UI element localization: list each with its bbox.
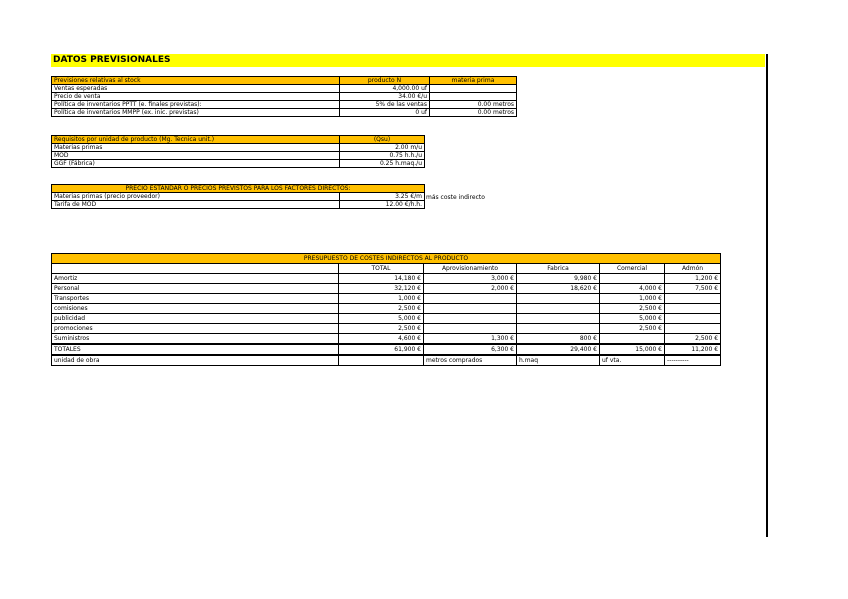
cell-value: 4,600 € bbox=[339, 334, 424, 345]
cell-value: 9,980 € bbox=[517, 274, 600, 284]
cell-value bbox=[517, 324, 600, 334]
cell-value: metros comprados bbox=[424, 355, 517, 366]
cell-value bbox=[424, 304, 517, 314]
cell-value: 3,000 € bbox=[424, 274, 517, 284]
cell-value: 12.00 €/h.h. bbox=[340, 201, 425, 209]
cell-value: 2.00 m/u bbox=[340, 144, 425, 152]
cell-value: 0.00 metros bbox=[430, 101, 517, 109]
precios-note: más coste indirecto bbox=[426, 194, 485, 201]
table-row bbox=[52, 93, 517, 101]
cell-value: 2,500 € bbox=[600, 304, 665, 314]
cell-value bbox=[424, 314, 517, 324]
cell-value bbox=[517, 294, 600, 304]
cell-value bbox=[665, 324, 721, 334]
precios-table bbox=[51, 184, 425, 209]
requisitos-header-row bbox=[52, 136, 425, 144]
cell-value: 14,180 € bbox=[339, 274, 424, 284]
cell-value: 18,620 € bbox=[517, 284, 600, 294]
cell-value: 4,000 € bbox=[600, 284, 665, 294]
table-row bbox=[52, 304, 721, 314]
cell-value: 34.00 €/u bbox=[340, 93, 430, 101]
table-row bbox=[52, 109, 517, 117]
row-label: Política de inventarios PPTT (e. finales previstas): bbox=[52, 101, 340, 109]
cell-value: 32,120 € bbox=[339, 284, 424, 294]
presupuesto-columns-row bbox=[52, 264, 721, 274]
row-label: Amortiz bbox=[52, 274, 339, 284]
row-label: Transportes bbox=[52, 294, 339, 304]
table-row bbox=[52, 334, 721, 345]
row-label: Suministros bbox=[52, 334, 339, 345]
row-label: unidad de obra bbox=[52, 355, 339, 366]
cell-value bbox=[665, 294, 721, 304]
stock-header-row bbox=[52, 77, 517, 85]
cell-value bbox=[517, 304, 600, 314]
table-row bbox=[52, 160, 425, 168]
cell-value bbox=[665, 304, 721, 314]
cell-value bbox=[517, 314, 600, 324]
cell-value: 2,500 € bbox=[665, 334, 721, 345]
totals-row bbox=[52, 344, 721, 355]
column-header: TOTAL bbox=[339, 264, 424, 274]
precios-header: PRECIO ESTÁNDAR O PRECIOS PREVISTOS PARA LOS FACTORES DIRECTOS: bbox=[52, 185, 425, 193]
cell-value: ---------- bbox=[665, 355, 721, 366]
stock-header-producto: producto N bbox=[340, 77, 430, 85]
cell-value: 11,200 € bbox=[665, 344, 721, 355]
table-row bbox=[52, 274, 721, 284]
requisitos-header-label: Requisitos por unidad de producto (Mg. Tecnica unit.) bbox=[52, 136, 340, 144]
presupuesto-header: PRESUPUESTO DE COSTES INDIRECTOS AL PRODUCTO bbox=[52, 254, 721, 264]
row-label: Personal bbox=[52, 284, 339, 294]
row-label: TOTALES bbox=[52, 344, 339, 355]
cell-value: 2,000 € bbox=[424, 284, 517, 294]
presupuesto-header-row bbox=[52, 254, 721, 264]
cell-value: 1,000 € bbox=[339, 294, 424, 304]
presupuesto-table bbox=[51, 253, 721, 366]
cell-value: 7,500 € bbox=[665, 284, 721, 294]
cell-value: 5% de las ventas bbox=[340, 101, 430, 109]
precios-header-row bbox=[52, 185, 425, 193]
cell-value bbox=[600, 274, 665, 284]
table-row bbox=[52, 294, 721, 304]
cell-value: 800 € bbox=[517, 334, 600, 345]
cell-value: h.maq bbox=[517, 355, 600, 366]
row-label: Materias primas bbox=[52, 144, 340, 152]
cell-value: 0.25 h.maq./u bbox=[340, 160, 425, 168]
cell-value: 1,000 € bbox=[600, 294, 665, 304]
cell-value: 0 uf bbox=[340, 109, 430, 117]
table-row bbox=[52, 85, 517, 93]
cell-value: 0.00 metros bbox=[430, 109, 517, 117]
row-label: publicidad bbox=[52, 314, 339, 324]
row-label: Tarifa de MOD bbox=[52, 201, 340, 209]
cell-value: 4,000.00 uf bbox=[340, 85, 430, 93]
row-label: Ventas esperadas bbox=[52, 85, 340, 93]
column-header: Admón bbox=[665, 264, 721, 274]
unidad-row bbox=[52, 355, 721, 366]
cell-value bbox=[600, 334, 665, 345]
cell-value bbox=[665, 314, 721, 324]
table-row bbox=[52, 284, 721, 294]
row-label: comisiones bbox=[52, 304, 339, 314]
cell-value bbox=[339, 355, 424, 366]
cell-value: 1,300 € bbox=[424, 334, 517, 345]
table-row bbox=[52, 314, 721, 324]
cell-value bbox=[430, 85, 517, 93]
row-label: Materias primas (precio proveedor) bbox=[52, 193, 340, 201]
stock-table bbox=[51, 76, 517, 117]
cell-value: 3.25 €/m bbox=[340, 193, 425, 201]
requisitos-header-qsu: (Qsu) bbox=[340, 136, 425, 144]
cell-value: uf vta. bbox=[600, 355, 665, 366]
cell-value bbox=[430, 93, 517, 101]
cell-value bbox=[424, 324, 517, 334]
page-title: DATOS PREVISIONALES bbox=[51, 54, 765, 67]
table-row bbox=[52, 101, 517, 109]
table-row bbox=[52, 324, 721, 334]
table-row bbox=[52, 144, 425, 152]
column-header: Comercial bbox=[600, 264, 665, 274]
table-row bbox=[52, 201, 425, 209]
cell-value bbox=[424, 294, 517, 304]
row-label: promociones bbox=[52, 324, 339, 334]
requisitos-table bbox=[51, 135, 425, 168]
cell-value: 5,000 € bbox=[600, 314, 665, 324]
table-row bbox=[52, 152, 425, 160]
page-right-border bbox=[766, 54, 768, 537]
table-row bbox=[52, 193, 425, 201]
cell-value: 15,000 € bbox=[600, 344, 665, 355]
cell-value: 6,300 € bbox=[424, 344, 517, 355]
cell-value: 29,400 € bbox=[517, 344, 600, 355]
cell-value: 2,500 € bbox=[339, 304, 424, 314]
cell-value: 1,200 € bbox=[665, 274, 721, 284]
cell-value: 5,000 € bbox=[339, 314, 424, 324]
cell-value: 2,500 € bbox=[339, 324, 424, 334]
cell-value: 61,900 € bbox=[339, 344, 424, 355]
stock-header-label: Previsiones relativas al stock bbox=[52, 77, 340, 85]
cell-value: 2,500 € bbox=[600, 324, 665, 334]
row-label: Precio de venta bbox=[52, 93, 340, 101]
column-header: Fabrica bbox=[517, 264, 600, 274]
row-label: GGF (Fábrica) bbox=[52, 160, 340, 168]
cell-value: 0.75 h.h./u bbox=[340, 152, 425, 160]
row-label: Política de inventarios MMPP (ex. inic. previstas) bbox=[52, 109, 340, 117]
row-label: MOD bbox=[52, 152, 340, 160]
stock-header-materia: materia prima bbox=[430, 77, 517, 85]
column-header bbox=[52, 264, 339, 274]
column-header: Aprovisionamiento bbox=[424, 264, 517, 274]
